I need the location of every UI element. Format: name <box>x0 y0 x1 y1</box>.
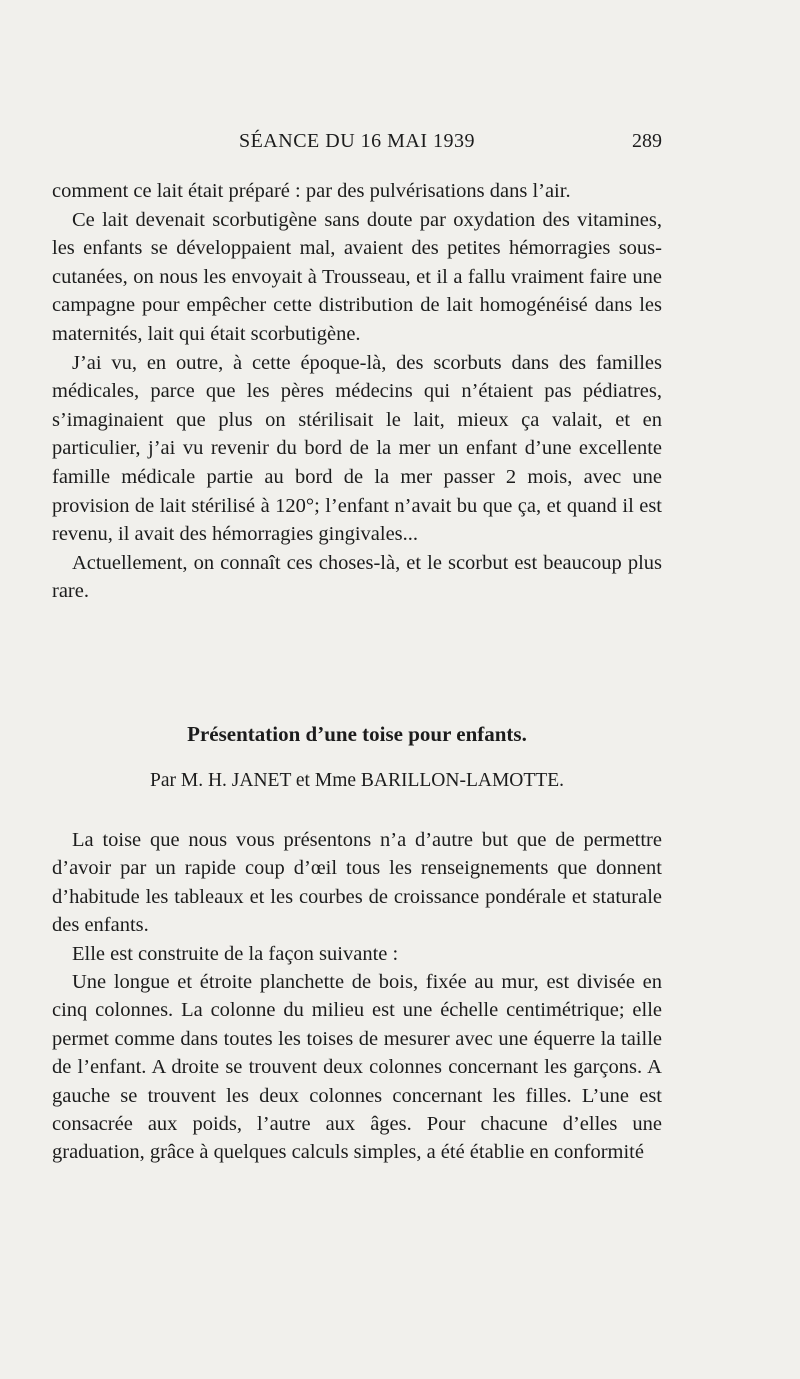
authors-line: Par M. H. JANET et Mme BARILLON-LAMOTTE. <box>150 770 564 791</box>
paragraph: comment ce lait était préparé : par des pulvérisations dans l’air. <box>52 180 571 202</box>
body-text-after <box>52 826 662 1167</box>
paragraph: Actuellement, on connaît ces choses-là, et le scorbut est beaucoup plus rare. <box>52 551 662 603</box>
paragraph: Ce lait devenait scorbutigène sans doute par oxydation des vitamines, les enfants se développaient mal, avaient des petites hémorragies sous-cutanées, on nous les envoyait à Trousseau, et il a fallu vraiment faire une campagne pour empêcher cette distribution de lait homogénéisé dans les maternités, lait qui était scorbutigène. <box>52 208 662 345</box>
body-text-before <box>52 177 662 606</box>
page-number: 289 <box>632 130 662 152</box>
running-header <box>52 130 662 160</box>
section-title: Présentation d’une toise pour enfants. <box>187 722 527 746</box>
paragraph: La toise que nous vous présentons n’a d’autre but que de permettre d’avoir par un rapide coup d’œil tous les renseignements que donnent d’habitude les tableaux et les courbes de croissance pondérale et staturale des enfants. <box>52 829 662 937</box>
running-title: SÉANCE DU 16 MAI 1939 <box>238 130 476 152</box>
paragraph: J’ai vu, en outre, à cette époque-là, des scorbuts dans des familles médicales, parce que les pères médecins qui n’étaient pas pédiatres, s’imaginaient que plus on stérilisait le lait, mieux ça valait, et en particulier, j’ai vu revenir du bord de la mer un enfant d’une excellente famille médicale partie au bord de la mer passer 2 mois, avec une provision de lait stérilisé à 120°; l’enfant n’avait bu que ça, et quand il est revenu, il avait des hémorragies gingivales... <box>52 351 662 546</box>
paragraph: Elle est construite de la façon suivante : <box>72 942 399 965</box>
paragraph: Une longue et étroite planchette de bois, fixée au mur, est divisée en cinq colonnes. La colonne du milieu est une échelle centimétrique; elle permet comme dans toutes les toises de mesurer avec une équerre la taille de l’enfant. A droite se trouvent deux colonnes concernant les garçons. A gauche se trouvent les deux colonnes concernant les filles. L’une est consacrée aux poids, l’autre aux âges. Pour chacune d’elles une graduation, grâce à quelques calculs simples, a été établie en conformité <box>52 971 662 1164</box>
